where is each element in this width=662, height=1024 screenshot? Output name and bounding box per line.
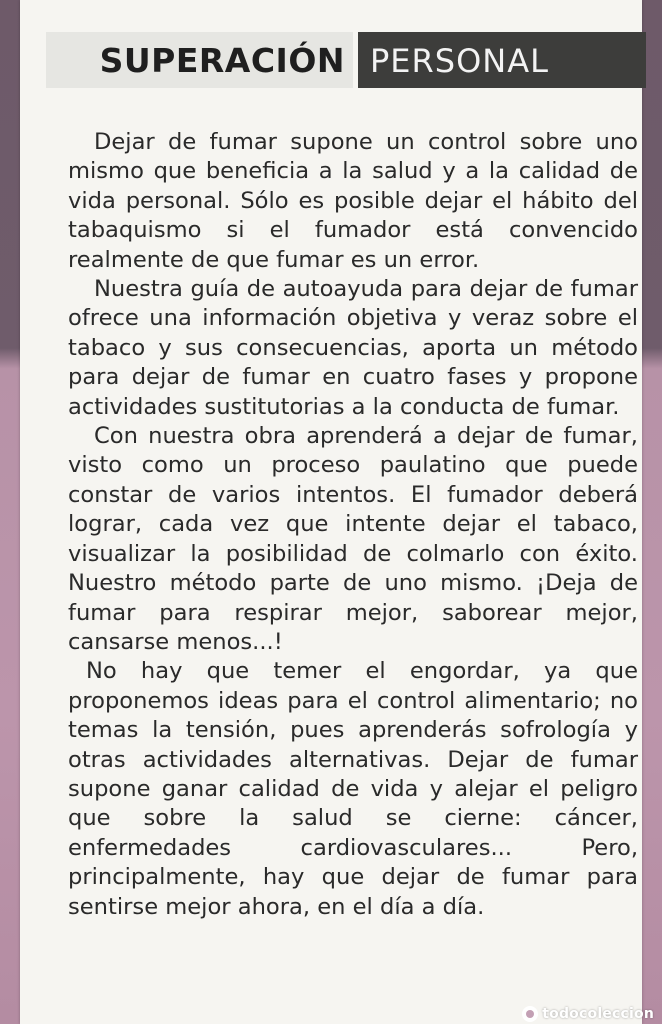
section-header (46, 32, 646, 88)
paragraph-4: No hay que temer el engordar, ya que proponemos ideas para el control alimentario; no temas la tensión, pues aprenderás sofrología y otras actividades alternativas. Dejar de fumar supone ganar calidad de vida y alejar el peligro que sobre la salud se cierne: cáncer, enfermedades cardiovasculares... Pero, principalmente, hay que dejar de fumar para sentirse mejor ahora, en el día a día. (68, 658, 638, 920)
blurb-text (68, 128, 638, 922)
watermark (522, 1006, 654, 1022)
header-title-superacion: SUPERACIÓN (46, 32, 353, 88)
back-cover-card (20, 0, 642, 1024)
paragraph-2: Nuestra guía de autoayuda para dejar de fumar ofrece una información objetiva y veraz sobre el tabaco y sus consecuencias, aporta un método para dejar de fumar en cuatro fases y propone actividades sustitutorias a la conducta de fumar. (68, 276, 638, 420)
watermark-logo-icon (522, 1006, 538, 1022)
paragraph-1: Dejar de fumar supone un control sobre uno mismo que beneficia a la salud y a la calidad de vida personal. Sólo es posible dejar el hábito del tabaquismo si el fumador está convencido realmente de que fumar es un error. (68, 129, 638, 273)
header-title-personal: PERSONAL (358, 32, 646, 88)
paragraph-3: Con nuestra obra aprenderá a dejar de fumar, visto como un proceso paulatino que puede constar de varios intentos. El fumador deberá lograr, cada vez que intente dejar el tabaco, visualizar la posibilidad de colmarlo con éxito. Nuestro método parte de uno mismo. ¡Deja de fumar para respirar mejor, saborear mejor, cansarse menos...! (68, 423, 638, 655)
watermark-text: todocoleccion (542, 1006, 654, 1022)
